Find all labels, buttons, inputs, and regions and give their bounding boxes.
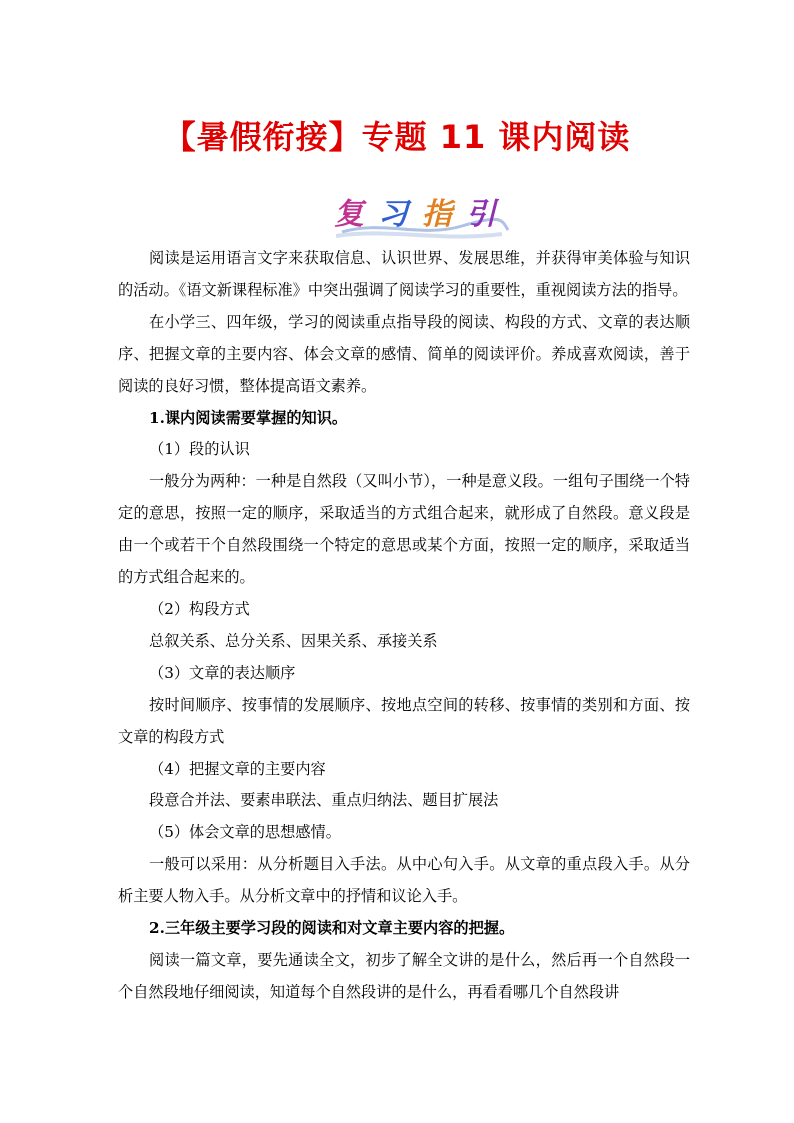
subheading-main-content: （4）把握文章的主要内容 <box>149 759 326 778</box>
section-heading-1: 1.课内阅读需要掌握的知识。 <box>149 408 348 427</box>
banner-char-4: 引 <box>466 197 510 232</box>
structure-text: 总叙关系、总分关系、因果关系、承接关系 <box>149 631 438 650</box>
banner-char-2: 习 <box>378 197 422 232</box>
document-body <box>118 243 690 1009</box>
subheading-structure: （2）构段方式 <box>149 599 250 618</box>
document-title: 【暑假衔接】专题 11 课内阅读 <box>163 118 631 156</box>
review-guide-banner <box>332 190 512 240</box>
feelings-text: 一般可以采用：从分析题目入手法。从中心句入手。从文章的重点段入手。从分析主要人物入手。从分析文章中的抒情和议论入手。 <box>118 855 690 906</box>
paragraph-types-text: 一般分为两种：一种是自然段（又叫小节），一种是意义段。一组句子围绕一个特定的意思，按照一定的顺序，采取适当的方式组合起来，就形成了自然段。意义段是由一个或若干个自然段围绕一个特定的意思或某个方面，按照一定的顺序，采取适当的方式组合起来的。 <box>118 472 690 587</box>
main-content-text: 段意合并法、要素串联法、重点归纳法、题目扩展法 <box>149 791 499 810</box>
banner-text <box>332 190 512 240</box>
subheading-order: （3）文章的表达顺序 <box>149 663 296 682</box>
order-text: 按时间顺序、按事情的发展顺序、按地点空间的转移、按事情的类别和方面、按文章的构段方式 <box>118 695 690 746</box>
reading-method-text: 阅读一篇文章，要先通读全文，初步了解全文讲的是什么，然后再一个自然段一个自然段地仔细阅读，知道每个自然段讲的是什么，再看看哪几个自然段讲 <box>118 950 690 1001</box>
banner-char-3: 指 <box>422 197 466 232</box>
section-heading-2: 2.三年级主要学习段的阅读和对文章主要内容的把握。 <box>149 919 515 938</box>
subheading-feelings: （5）体会文章的思想感情。 <box>149 823 341 842</box>
subheading-paragraph-types: （1）段的认识 <box>149 440 250 459</box>
banner-char-1: 复 <box>334 197 378 232</box>
paragraph-grade-goals: 在小学三、四年级，学习的阅读重点指导段的阅读、构段的方式、文章的表达顺序、把握文章的主要内容、体会文章的感情、简单的阅读评价。养成喜欢阅读，善于阅读的良好习惯，整体提高语文素养。 <box>118 312 690 395</box>
paragraph-intro: 阅读是运用语言文字来获取信息、认识世界、发展思维，并获得审美体验与知识的活动。《语文新课程标准》中突出强调了阅读学习的重要性，重视阅读方法的指导。 <box>118 249 690 299</box>
